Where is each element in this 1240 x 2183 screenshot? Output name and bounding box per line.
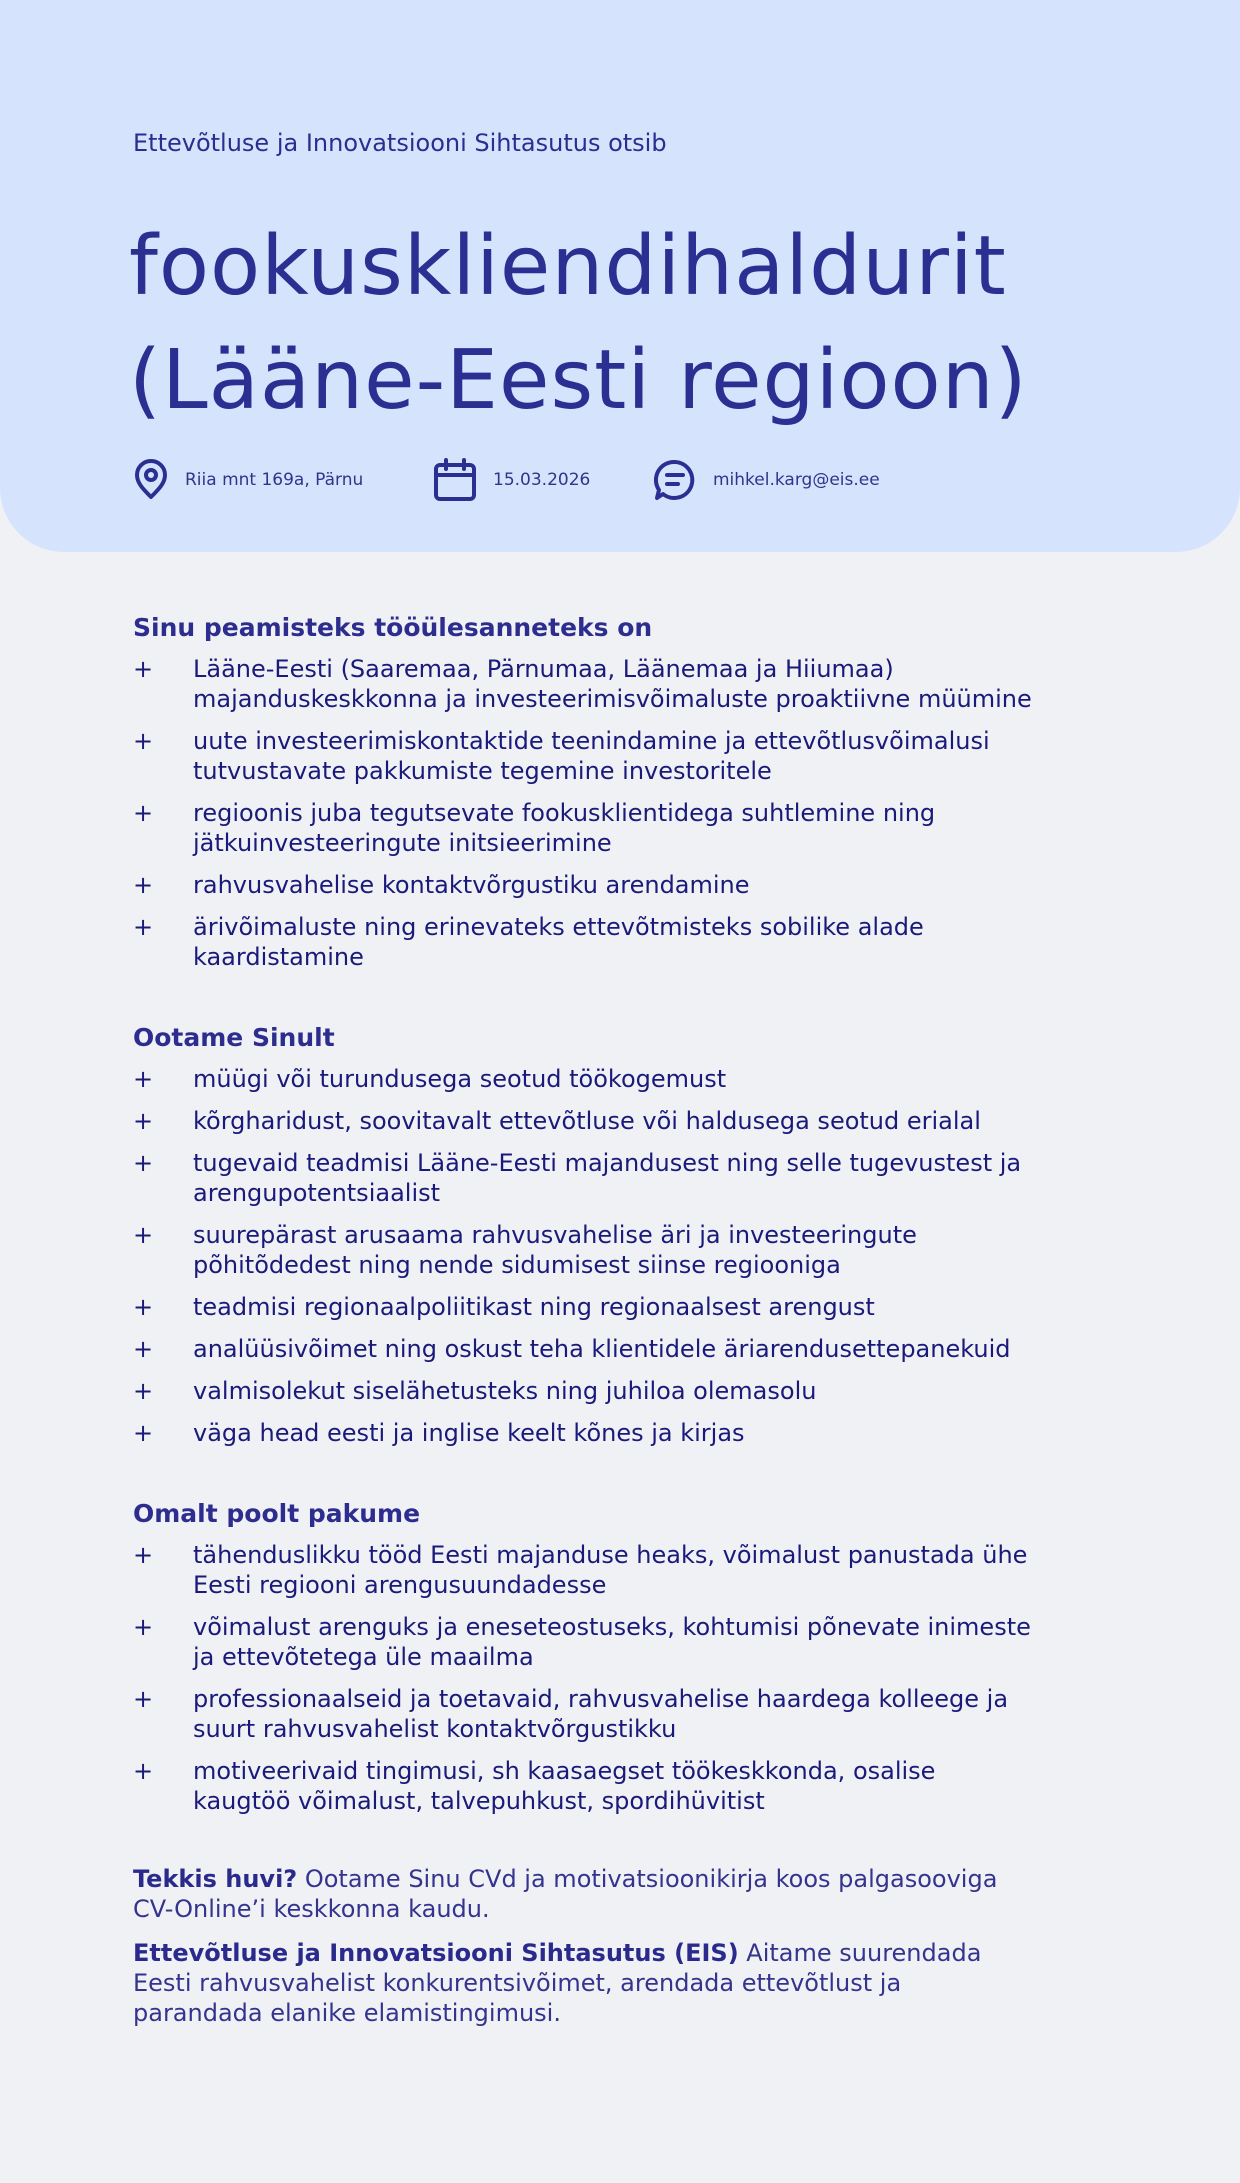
list-item	[133, 1220, 1033, 1280]
interest-paragraph	[133, 1864, 1033, 1924]
email-link[interactable]: mihkel.karg@eis.ee	[713, 470, 880, 490]
list-item-text: suurepärast arusaama rahvusvahelise äri ja investeeringute põhitõdedest ning nende sidumisest siinse regiooniga	[193, 1221, 917, 1279]
list-item-text: võimalust arenguks ja eneseteostuseks, kohtumisi põnevate inimeste ja ettevõtetega üle maailma	[193, 1613, 1031, 1671]
list-item-text: müügi või turundusega seotud töökogemust	[193, 1065, 727, 1093]
list-item-text: uute investeerimiskontaktide teenindamine ja ettevõtlusvõimalusi tutvustavate pakkumiste tegemine investoritele	[193, 727, 990, 785]
plus-bullet: +	[133, 1685, 154, 1713]
section-requirements	[133, 1020, 1033, 1448]
section-title: Ootame Sinult	[133, 1023, 335, 1052]
list-item	[133, 912, 1033, 972]
list-item-text: professionaalseid ja toetavaid, rahvusvahelise haardega kolleege ja suurt rahvusvahelist kontaktvõrgustikku	[193, 1685, 1009, 1743]
plus-bullet: +	[133, 655, 154, 683]
job-meta	[133, 456, 880, 504]
section-duties	[133, 610, 1033, 972]
list-item	[133, 1334, 1033, 1364]
interest-text: Ootame Sinu CVd ja motivatsioonikirja koos palgasooviga CV-Online’i keskkonna kaudu.	[133, 1865, 998, 1923]
hero-banner	[0, 0, 1240, 552]
section-offer	[133, 1496, 1033, 1816]
plus-bullet: +	[133, 1065, 154, 1093]
plus-bullet: +	[133, 1107, 154, 1135]
list-item	[133, 798, 1033, 858]
plus-bullet: +	[133, 913, 154, 941]
list-item-text: ärivõimaluste ning erinevateks ettevõtmisteks sobilike alade kaardistamine	[193, 913, 924, 971]
location-text: Riia mnt 169a, Pärnu	[185, 470, 364, 490]
org-text: Aitame suurendada Eesti rahvusvahelist konkurentsivõimet, arendada ettevõtlust ja parandada elanike elamistingimusi.	[133, 1939, 982, 2027]
list-item-text: tugevaid teadmisi Lääne-Eesti majandusest ning selle tugevustest ja arengupotentsiaalist	[193, 1149, 1022, 1207]
list-item-text: motiveerivaid tingimusi, sh kaasaegset töökeskkonda, osalise kaugtöö võimalust, talvepuhkust, spordihüvitist	[193, 1757, 936, 1815]
job-title-line-1: fookuskliendihaldurit	[129, 219, 1007, 314]
plus-bullet: +	[133, 871, 154, 899]
list-item	[133, 1106, 1033, 1136]
plus-bullet: +	[133, 1757, 154, 1785]
list-item-text: kõrgharidust, soovitavalt ettevõtluse või haldusega seotud erialal	[193, 1107, 981, 1135]
list-item-text: valmisolekut siselähetusteks ning juhiloa olemasolu	[193, 1377, 817, 1405]
list-item-text: analüüsivõimet ning oskust teha klientidele äriarendusettepanekuid	[193, 1335, 1011, 1363]
list-item	[133, 1064, 1033, 1094]
list-item	[133, 1376, 1033, 1406]
list-item	[133, 1148, 1033, 1208]
interest-lead: Tekkis huvi?	[133, 1865, 298, 1893]
list-item-text: rahvusvahelise kontaktvõrgustiku arendamine	[193, 871, 750, 899]
plus-bullet: +	[133, 1377, 154, 1405]
plus-bullet: +	[133, 1335, 154, 1363]
plus-bullet: +	[133, 1419, 154, 1447]
org-paragraph	[133, 1938, 1033, 2028]
date-text: 15.03.2026	[493, 470, 591, 490]
meta-date	[433, 458, 653, 502]
list-item	[133, 1612, 1033, 1672]
requirements-list	[133, 1064, 1033, 1448]
list-item	[133, 1540, 1033, 1600]
plus-bullet: +	[133, 1293, 154, 1321]
meta-location	[133, 459, 433, 501]
list-item	[133, 1292, 1033, 1322]
job-title	[129, 210, 1107, 438]
offer-list	[133, 1540, 1033, 1816]
list-item	[133, 654, 1033, 714]
plus-bullet: +	[133, 1541, 154, 1569]
organization-line: Ettevõtluse ja Innovatsiooni Sihtasutus otsib	[133, 129, 667, 157]
list-item	[133, 1418, 1033, 1448]
job-title-line-2: (Lääne-Eesti regioon)	[129, 333, 1028, 428]
plus-bullet: +	[133, 799, 154, 827]
calendar-icon	[433, 458, 477, 502]
footer-text	[133, 1864, 1033, 2028]
duties-list	[133, 654, 1033, 972]
org-lead: Ettevõtluse ja Innovatsiooni Sihtasutus (EIS)	[133, 1939, 739, 1967]
list-item-text: Lääne-Eesti (Saaremaa, Pärnumaa, Läänemaa ja Hiiumaa) majanduskeskkonna ja investeerimisvõimaluste proaktiivne müümine	[193, 655, 1032, 713]
list-item	[133, 1756, 1033, 1816]
plus-bullet: +	[133, 1613, 154, 1641]
chat-bubble-icon	[653, 458, 697, 502]
plus-bullet: +	[133, 1149, 154, 1177]
plus-bullet: +	[133, 727, 154, 755]
job-content	[133, 610, 1033, 2042]
list-item-text: teadmisi regionaalpoliitikast ning regionaalsest arengust	[193, 1293, 875, 1321]
meta-email	[653, 458, 880, 502]
list-item	[133, 726, 1033, 786]
list-item-text: tähenduslikku tööd Eesti majanduse heaks, võimalust panustada ühe Eesti regiooni arengusuundadesse	[193, 1541, 1028, 1599]
list-item-text: väga head eesti ja inglise keelt kõnes ja kirjas	[193, 1419, 745, 1447]
location-pin-icon	[133, 459, 169, 501]
plus-bullet: +	[133, 1221, 154, 1249]
section-title: Omalt poolt pakume	[133, 1499, 421, 1528]
section-title: Sinu peamisteks tööülesanneteks on	[133, 613, 653, 642]
list-item	[133, 1684, 1033, 1744]
list-item	[133, 870, 1033, 900]
list-item-text: regioonis juba tegutsevate fookusklientidega suhtlemine ning jätkuinvesteeringute initsieerimine	[193, 799, 936, 857]
